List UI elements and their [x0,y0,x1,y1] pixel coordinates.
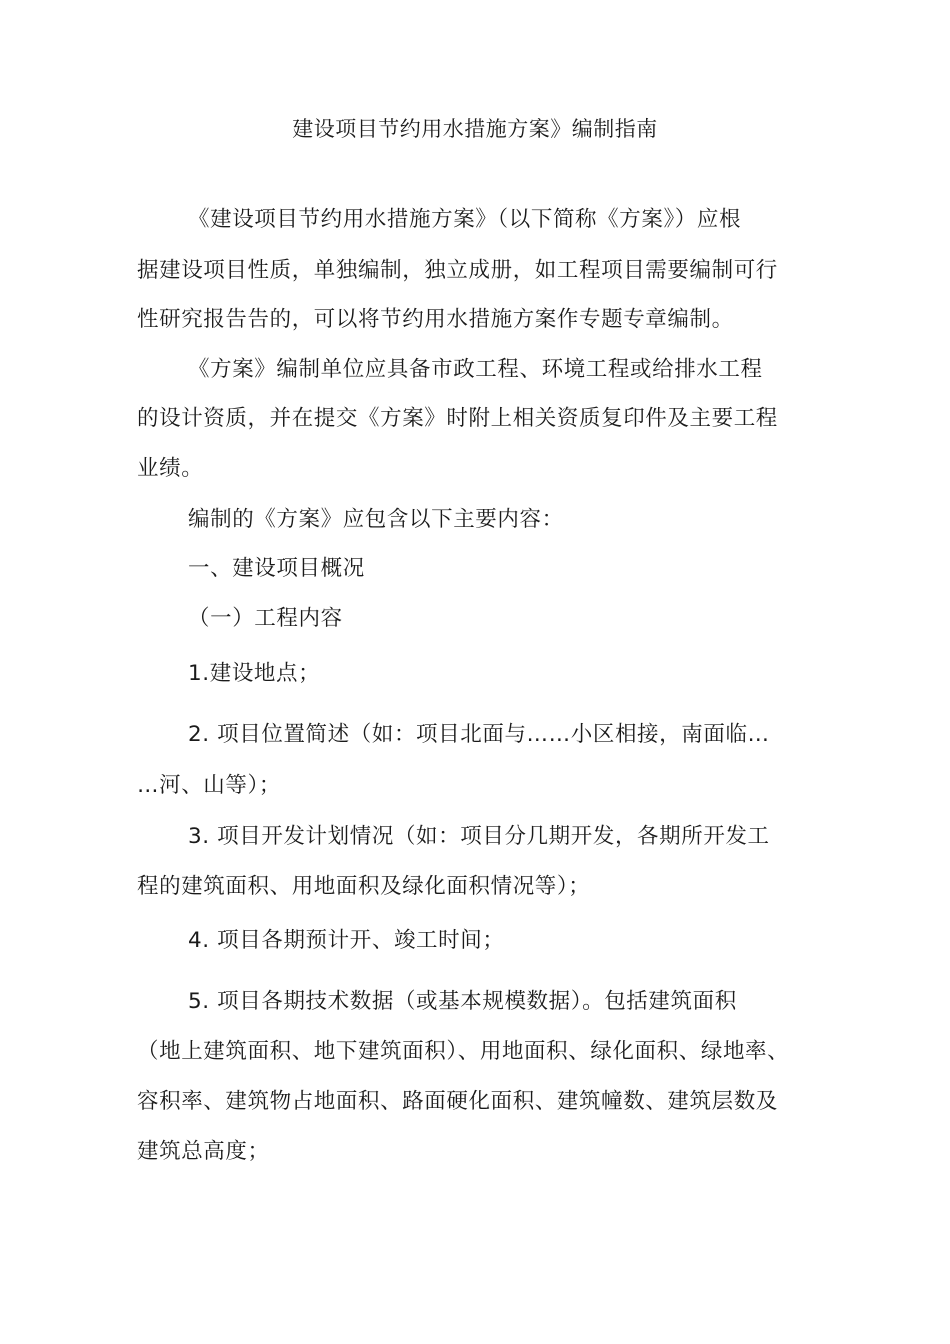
paragraph-line: 编制的《方案》应包含以下主要内容： [188,507,564,532]
list-item-continuation: （地上建筑面积、地下建筑面积）、用地面积、绿化面积、绿地率、 [137,1039,790,1064]
document-title: 建设项目节约用水措施方案》编制指南 [292,117,658,141]
paragraph-line: 业绩。 [137,456,204,481]
paragraph-line: 据建设项目性质，单独编制，独立成册，如工程项目需要编制可行 [137,258,778,283]
list-item-continuation: 程的建筑面积、用地面积及绿化面积情况等）； [137,874,591,899]
list-item-continuation: 建筑总高度； [137,1139,270,1164]
list-item: 2. 项目位置简述（如：项目北面与……小区相接，南面临… [188,722,770,747]
list-item-continuation: …河、山等）； [137,773,281,798]
paragraph-line: 《建设项目节约用水措施方案》（以下简称《方案》）应根 [188,207,742,232]
paragraph-line: 的设计资质，并在提交《方案》时附上相关资质复印件及主要工程 [137,406,778,431]
list-item-continuation: 容积率、建筑物占地面积、路面硬化面积、建筑幢数、建筑层数及 [137,1089,778,1114]
list-item: 4. 项目各期预计开、竣工时间； [188,928,505,953]
paragraph-line: 《方案》编制单位应具备市政工程、环境工程或给排水工程 [188,357,763,382]
paragraph-line: 性研究报告告的，可以将节约用水措施方案作专题专章编制。 [137,307,734,332]
list-item: 1.建设地点； [188,661,321,686]
subsection-heading: （一）工程内容 [188,606,343,631]
list-item: 3. 项目开发计划情况（如：项目分几期开发，各期所开发工 [188,824,770,849]
list-item: 5. 项目各期技术数据（或基本规模数据）。包括建筑面积 [188,989,737,1014]
section-heading: 一、建设项目概况 [188,556,365,581]
